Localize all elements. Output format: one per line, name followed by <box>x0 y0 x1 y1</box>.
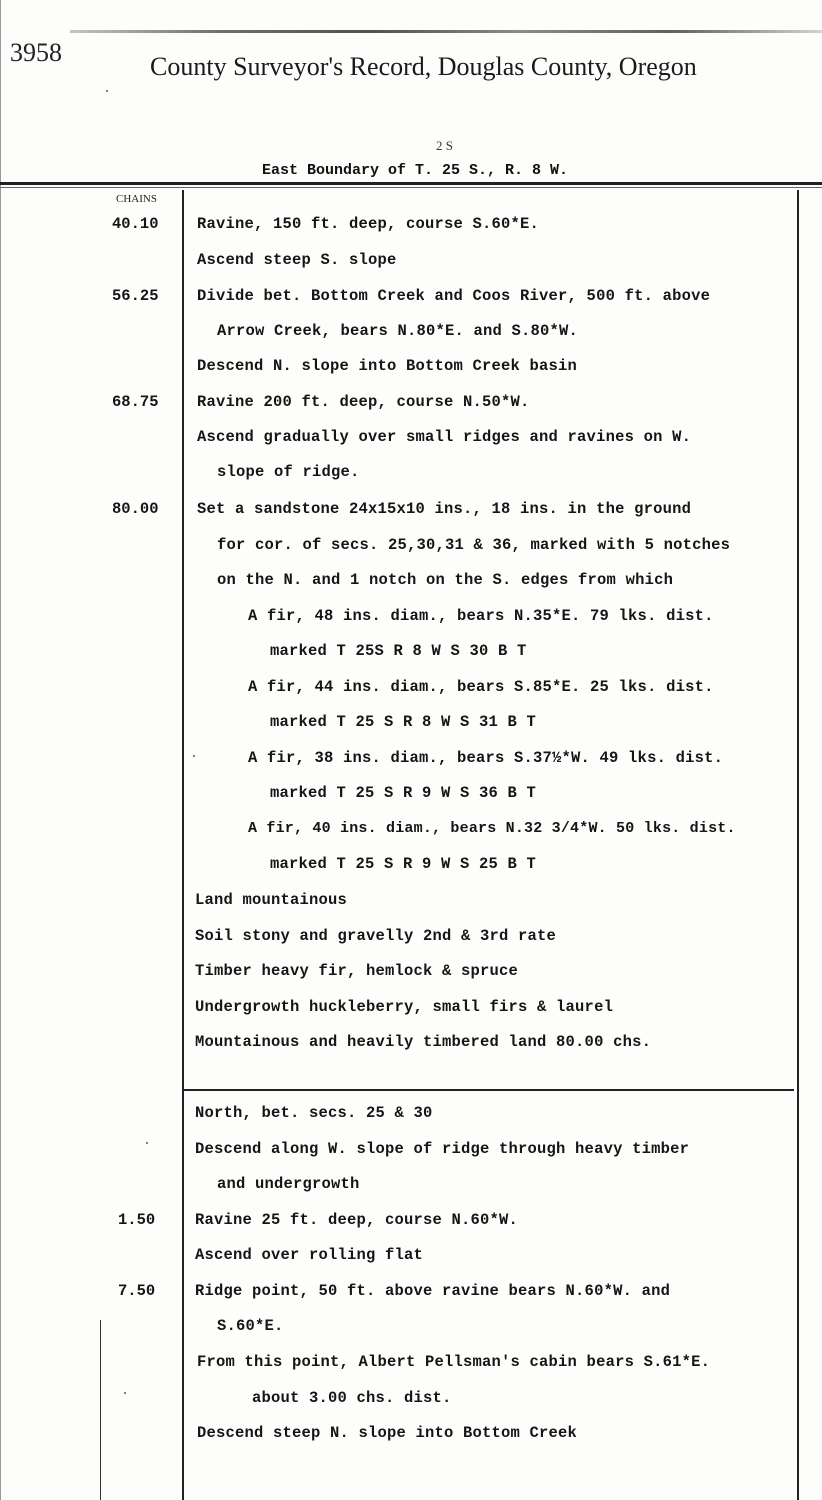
note-line: Ridge point, 50 ft. above ravine bears N.60*W. and <box>195 1282 671 1300</box>
note-line: Land mountainous <box>195 891 348 909</box>
chain-value: 7.50 <box>118 1282 156 1300</box>
scan-top-bar <box>70 30 822 33</box>
note-line: A fir, 48 ins. diam., bears N.35*E. 79 lks. dist. <box>248 607 714 625</box>
note-line: S.60*E. <box>217 1317 284 1335</box>
note-line: Ascend over rolling flat <box>195 1246 424 1264</box>
chains-column-divider <box>182 190 184 1500</box>
note-line: Descend N. slope into Bottom Creek basin <box>197 357 578 375</box>
note-line: Divide bet. Bottom Creek and Coos River, 500 ft. above <box>197 287 711 305</box>
note-line: Timber heavy fir, hemlock & spruce <box>195 962 519 980</box>
chain-value: 56.25 <box>112 287 159 305</box>
note-line: Descend steep N. slope into Bottom Creek <box>197 1424 578 1442</box>
note-line: North, bet. secs. 25 & 30 <box>195 1104 433 1122</box>
section-title: East Boundary of T. 25 S., R. 8 W. <box>262 162 569 179</box>
note-line: marked T 25 S R 8 W S 31 B T <box>270 713 537 731</box>
note-line: Ascend steep S. slope <box>197 251 397 269</box>
note-line: for cor. of secs. 25,30,31 & 36, marked with 5 notches <box>217 536 731 554</box>
note-line: Ravine 200 ft. deep, course N.50*W. <box>197 393 530 411</box>
page-left-edge <box>0 0 1 1500</box>
note-line: Set a sandstone 24x15x10 ins., 18 ins. in the ground <box>197 500 692 518</box>
scan-speck <box>106 90 108 92</box>
handwritten-note: 2 S <box>436 138 453 153</box>
chain-value: 68.75 <box>112 393 159 411</box>
note-line: Ravine 25 ft. deep, course N.60*W. <box>195 1211 519 1229</box>
note-line: Mountainous and heavily timbered land 80.00 chs. <box>195 1033 652 1051</box>
note-line: and undergrowth <box>217 1175 360 1193</box>
chains-column-header: CHAINS <box>116 193 157 205</box>
note-line: slope of ridge. <box>217 463 360 481</box>
left-margin-line <box>100 1320 101 1500</box>
note-line: Ravine, 150 ft. deep, course S.60*E. <box>197 215 540 233</box>
note-line: A fir, 44 ins. diam., bears S.85*E. 25 lks. dist. <box>248 678 714 696</box>
note-line: marked T 25 S R 9 W S 25 B T <box>270 855 537 873</box>
scan-speck <box>193 755 195 757</box>
note-line: about 3.00 chs. dist. <box>252 1389 452 1407</box>
header-rule <box>0 182 822 185</box>
scan-speck <box>146 1142 148 1144</box>
note-line: marked T 25S R 8 W S 30 B T <box>270 642 527 660</box>
note-line: From this point, Albert Pellsman's cabin bears S.61*E. <box>197 1353 711 1371</box>
page-number: 3958 <box>10 38 62 67</box>
page-title: County Surveyor's Record, Douglas County, Oregon <box>150 52 697 81</box>
note-line: on the N. and 1 notch on the S. edges from which <box>217 571 674 589</box>
note-line: Descend along W. slope of ridge through heavy timber <box>195 1140 690 1158</box>
chain-value: 1.50 <box>118 1211 156 1229</box>
note-line: Ascend gradually over small ridges and ravines on W. <box>197 428 692 446</box>
chain-value: 80.00 <box>112 500 159 518</box>
note-line: marked T 25 S R 9 W S 36 B T <box>270 784 537 802</box>
header-rule-thin <box>0 187 822 188</box>
right-column-border <box>797 190 799 1500</box>
note-line: A fir, 40 ins. diam., bears N.32 3/4*W. 50 lks. dist. <box>248 820 736 837</box>
note-line: A fir, 38 ins. diam., bears S.37½*W. 49 lks. dist. <box>248 749 724 767</box>
chain-value: 40.10 <box>112 215 159 233</box>
note-line: Arrow Creek, bears N.80*E. and S.80*W. <box>217 322 579 340</box>
note-line: Soil stony and gravelly 2nd & 3rd rate <box>195 927 557 945</box>
note-line: Undergrowth huckleberry, small firs & laurel <box>195 998 614 1016</box>
scan-speck <box>124 1392 126 1394</box>
section-divider-rule <box>182 1089 794 1091</box>
